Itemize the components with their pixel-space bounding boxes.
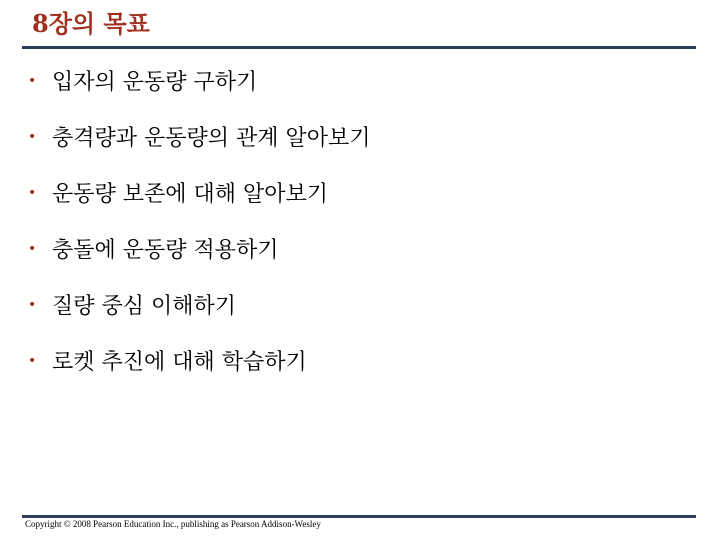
list-item [28, 52, 371, 108]
bullet-text: 운동량 보존에 대해 알아보기 [52, 181, 329, 207]
bullet-text: 질량 중심 이해하기 [52, 293, 237, 319]
list-item [28, 276, 371, 332]
copyright-footer: Copyright © 2008 Pearson Education Inc., publishing as Pearson Addison-Wesley [25, 519, 321, 529]
list-item [28, 108, 371, 164]
bullet-icon: • [28, 185, 37, 201]
list-item [28, 164, 371, 220]
bullet-text: 로켓 추진에 대해 학습하기 [52, 349, 307, 375]
objectives-list [28, 52, 371, 388]
bullet-icon: • [28, 353, 37, 369]
bullet-text: 충돌에 운동량 적용하기 [52, 237, 279, 263]
list-item [28, 220, 371, 276]
bullet-text: 충격량과 운동량의 관계 알아보기 [52, 125, 371, 151]
bullet-icon: • [28, 129, 37, 145]
bullet-icon: • [28, 297, 37, 313]
bullet-text: 입자의 운동량 구하기 [52, 69, 258, 95]
footer-divider [22, 515, 696, 518]
list-item [28, 332, 371, 388]
bullet-icon: • [28, 73, 37, 89]
title-underline [22, 46, 696, 49]
slide-title: 8장의 목표 [32, 9, 150, 38]
bullet-icon: • [28, 241, 37, 257]
